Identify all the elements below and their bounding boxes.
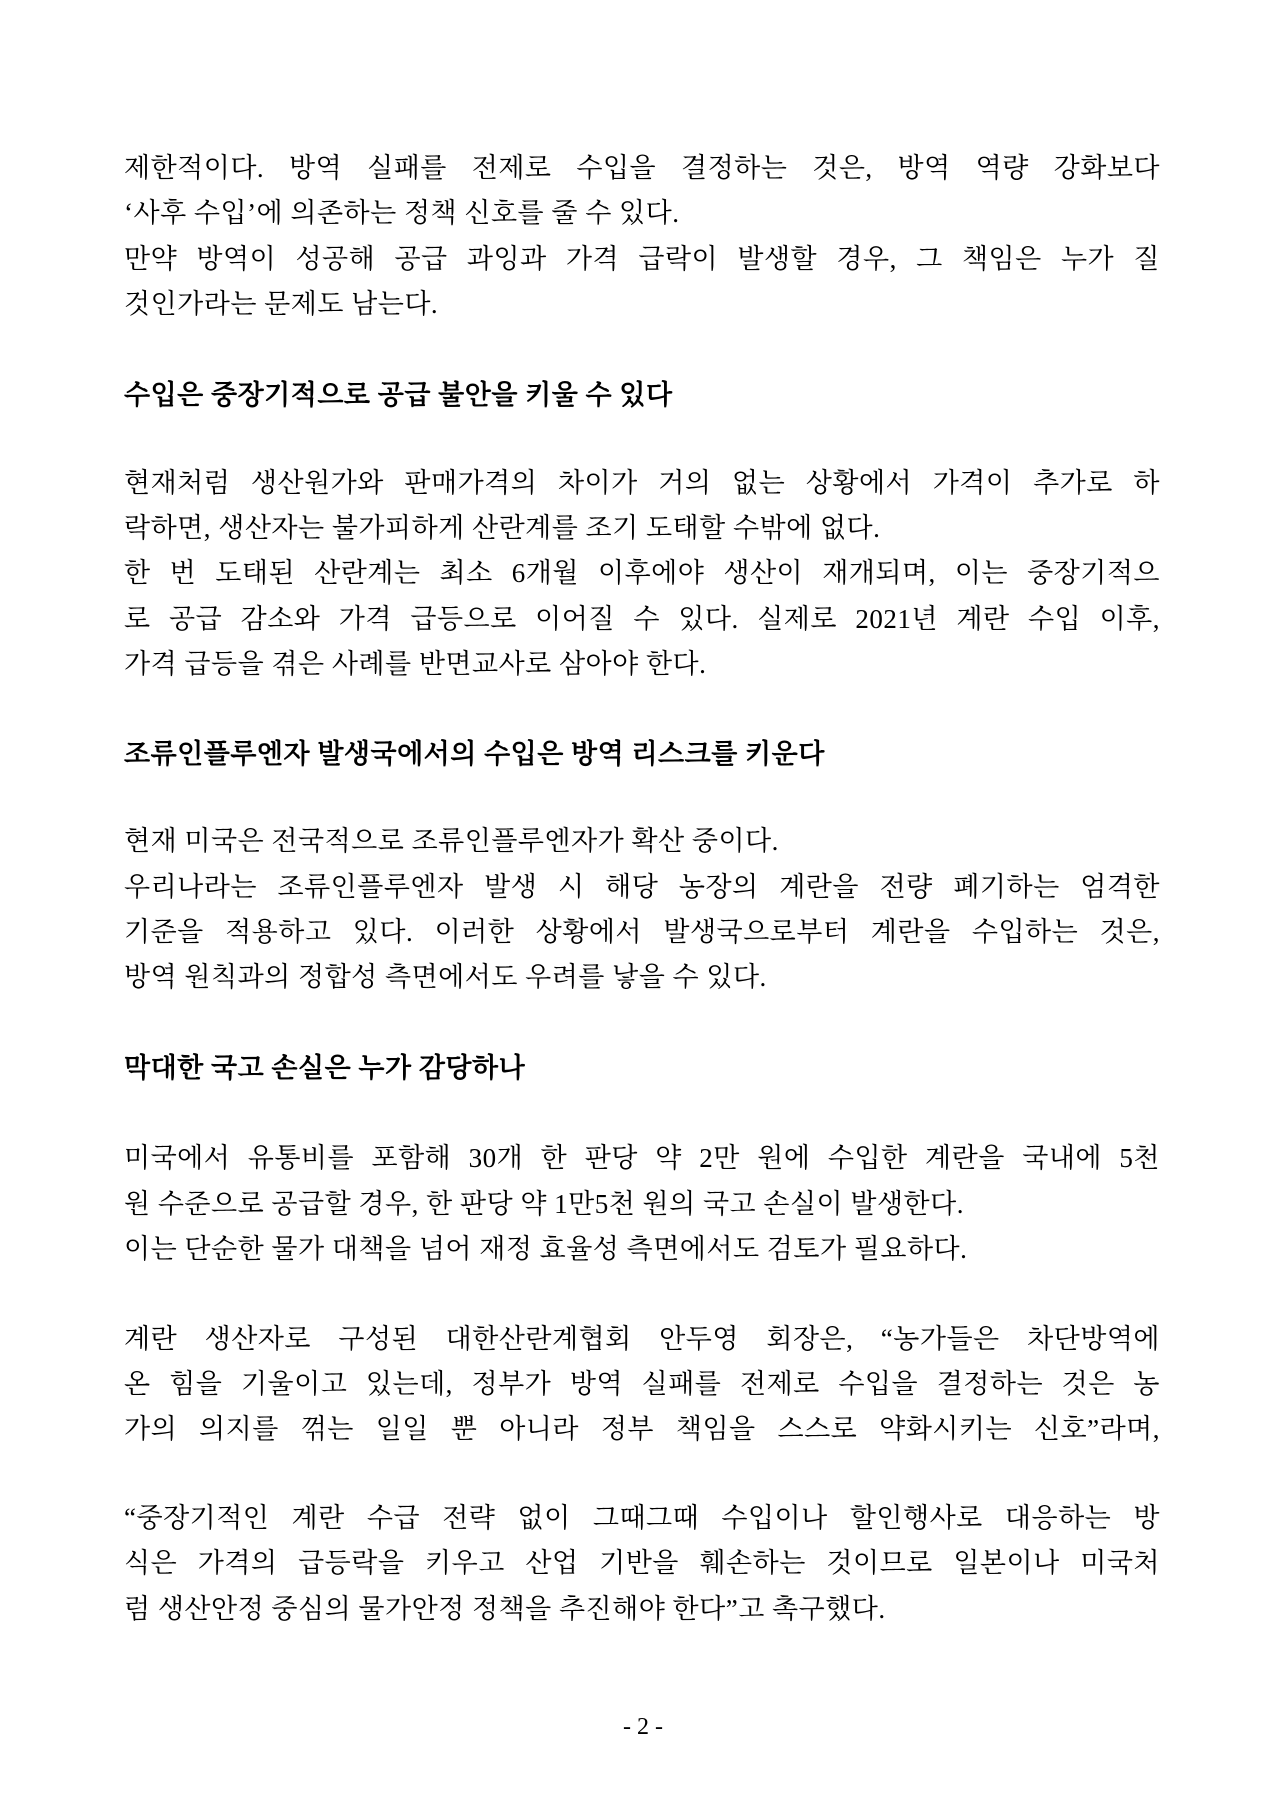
section-heading: 막대한 국고 손실은 누가 감당하나 [124, 1053, 526, 1083]
body-text-line: 미국에서 유통비를 포함해 30개 한 판당 약 2만 원에 수입한 계란을 국내에 5천 [124, 1143, 1160, 1173]
body-text-line: 우리나라는 조류인플루엔자 발생 시 해당 농장의 계란을 전량 폐기하는 엄격한 [124, 872, 1160, 902]
section-heading: 조류인플루엔자 발생국에서의 수입은 방역 리스크를 키운다 [124, 739, 825, 769]
body-text-line: 현재처럼 생산원가와 판매가격의 차이가 거의 없는 상황에서 가격이 추가로 하 [124, 468, 1160, 498]
section-heading: 수입은 중장기적으로 공급 불안을 키울 수 있다 [124, 380, 673, 410]
body-text-line: 이는 단순한 물가 대책을 넘어 재정 효율성 측면에서도 검토가 필요하다. [124, 1234, 968, 1264]
body-text-line: 한 번 도태된 산란계는 최소 6개월 이후에야 생산이 재개되며, 이는 중장기적으 [124, 558, 1160, 588]
body-text-line: “중장기적인 계란 수급 전략 없이 그때그때 수입이나 할인행사로 대응하는 방 [124, 1503, 1160, 1533]
body-text-line: 식은 가격의 급등락을 키우고 산업 기반을 훼손하는 것이므로 일본이나 미국처 [124, 1548, 1160, 1578]
page-number: - 2 - [623, 1714, 663, 1740]
body-text-line: 방역 원칙과의 정합성 측면에서도 우려를 낳을 수 있다. [124, 962, 767, 992]
body-text-line: 럼 생산안정 중심의 물가안정 정책을 추진해야 한다”고 촉구했다. [124, 1594, 886, 1624]
body-text-line: 기준을 적용하고 있다. 이러한 상황에서 발생국으로부터 계란을 수입하는 것은, [124, 917, 1160, 947]
body-text-line: 만약 방역이 성공해 공급 과잉과 가격 급락이 발생할 경우, 그 책임은 누가 질 [124, 244, 1160, 274]
body-text-line: 제한적이다. 방역 실패를 전제로 수입을 결정하는 것은, 방역 역량 강화보다 [124, 153, 1160, 183]
body-text-line: 락하면, 생산자는 불가피하게 산란계를 조기 도태할 수밖에 없다. [124, 513, 881, 543]
body-text-line: ‘사후 수입’에 의존하는 정책 신호를 줄 수 있다. [124, 198, 680, 228]
body-text-line: 것인가라는 문제도 남는다. [124, 289, 439, 319]
body-text-line: 로 공급 감소와 가격 급등으로 이어질 수 있다. 실제로 2021년 계란 수입 이후, [124, 604, 1160, 634]
body-text-line: 현재 미국은 전국적으로 조류인플루엔자가 확산 중이다. [124, 826, 779, 856]
body-text-line: 가격 급등을 겪은 사례를 반면교사로 삼아야 한다. [124, 649, 707, 679]
body-text-line: 원 수준으로 공급할 경우, 한 판당 약 1만5천 원의 국고 손실이 발생한다. [124, 1189, 964, 1219]
body-text-line: 온 힘을 기울이고 있는데, 정부가 방역 실패를 전제로 수입을 결정하는 것은 농 [124, 1369, 1160, 1399]
body-text-line: 계란 생산자로 구성된 대한산란계협회 안두영 회장은, “농가들은 차단방역에 [124, 1324, 1160, 1354]
body-text-line: 가의 의지를 꺾는 일일 뿐 아니라 정부 책임을 스스로 약화시키는 신호”라며, [124, 1414, 1160, 1444]
